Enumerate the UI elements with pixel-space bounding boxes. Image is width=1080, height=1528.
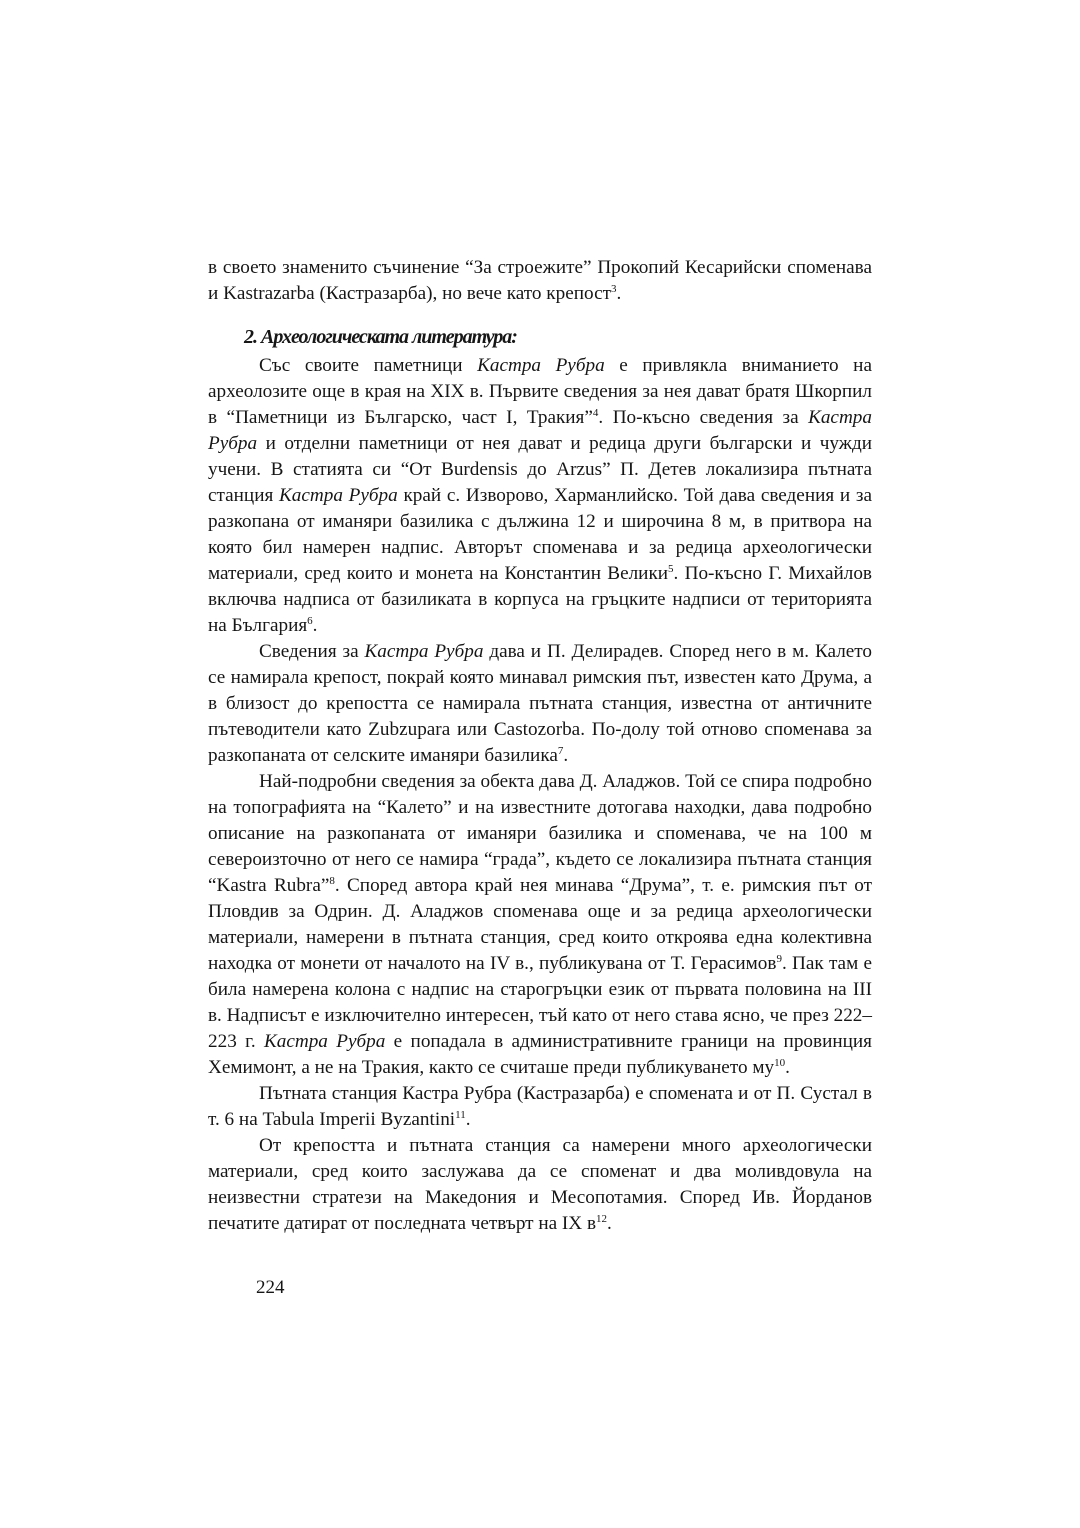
intro-paragraph: в своето знаменито съчинение “За строежите” Прокопий Кесарийски споменава и Kastrazarba (Кастразарба), но вече като крепост$^3$. — [208, 257, 872, 304]
footnote-ref-4: 4 — [592, 407, 599, 419]
paragraph-5: От крепостта и пътната станция са намерени много археологически материали, сред които заслужава да се споменат и два моливдовула на неизвестни стратези на Македония и Месопотамия. Според Ив. Йорданов печатите датират от последната четвърт на IX $в^{12}$. — [208, 1135, 872, 1234]
footnote-ref-5: 5 — [668, 563, 674, 575]
place-name-italic: Кастра Рубра — [279, 485, 398, 506]
footnote-ref-6: 6 — [307, 615, 313, 627]
intro-text: в своето знаменито съчинение “За строежите” Прокопий Кесарийски споменава и Kastrazarba (Кастразарба), но вече като крепост — [208, 257, 872, 304]
footnote-ref-8: 8 — [329, 875, 335, 887]
paragraph-1: Със своите паметници Кастра Рубра е привлякла вниманието на археолозите още в края на XIX в. Първите сведения за нея дават братя Шкорпил в “Паметници из Българско, част I, Тракия”$^4$. По-късно сведения за Кастра Рубра и отделни паметници от нея дават и редица други български и чужди учени. В статията си “От Burdensis до Arzus” П. Детев локализира пътната станция Кастра Рубра край с. Изворово, Харманлийско. Той дава сведения и за разкопана от иманяри базилика с дължина 12 и широчина 8 м, в притвора на която бил намерен надпис. Авторът споменава и за редица археологически материали, сред които и монета на Константин Велики$^5$. По-късно Г. Михайлов включва надписа от базиликата в корпуса на гръцките надписи от територията на България$^6$. — [208, 355, 872, 636]
place-name-italic: Кастра Рубра — [208, 407, 872, 454]
place-name-italic: Кастра Рубра — [477, 355, 605, 376]
footnote-ref-12: 12 — [596, 1213, 608, 1225]
paragraph-2: Сведения за Кастра Рубра дава и П. Делирадев. Според него в м. Калето се намирала крепост, покрай която минавал римския път, известен като Друма, а в близост до крепостта се намирала пътната станция, известна от античните пътеводители като Zubzupara или Castozorba. По-долу той отново споменава за разкопаната от селските иманяри базилика$^7$. — [208, 641, 873, 766]
paragraph-4: Пътната станция Кастра Рубра (Кастразарба) е спомената и от П. Сустал в т. 6 на Tabula Imperii Byzantini$^{11}$. — [208, 1083, 872, 1130]
footnote-ref-3: 3 — [610, 283, 617, 295]
footnote-ref-9: 9 — [776, 953, 782, 965]
place-name-italic: Кастра Рубра — [364, 641, 484, 662]
footnote-ref-11: 11 — [455, 1109, 466, 1121]
section-heading: 2. Археологическата литература: — [244, 326, 517, 348]
page-number: 224 — [256, 1277, 285, 1298]
footnote-ref-7: 7 — [557, 745, 564, 757]
footnote-ref-10: 10 — [774, 1057, 786, 1069]
place-name-italic: Кастра Рубра — [264, 1031, 386, 1052]
paragraph-3: Най-подробни сведения за обекта дава Д. Аладжов. Той се спира подробно на топографията на “Калето” и на известните дотогава находки, дава подробно описание на разкопаната от иманяри базилика и споменава, че на 100 м североизточно от него се намира “града”, където се локализира пътната станция “Kastra Rubra”$^8$. Според автора край нея минава “Друма”, т. е. римския път от Пловдив за Одрин. Д. Аладжов споменава още и за редица археологически материали, намерени в пътната станция, сред които откроява една колективна находка от монети от началото на IV в., публикувана от Т. Герасимов$^9$. Пак там е била намерена колона с надпис на старогръцки език от първата половина на III в. Надписът е изключително интересен, тъй като от него става ясно, че през 222–223 г. Кастра Рубра е попадала в административните граници на провинция Хемимонт, а не на Тракия, както се считаше преди публикуването $му^{10}$. — [208, 771, 872, 1078]
body-text — [208, 255, 872, 1237]
